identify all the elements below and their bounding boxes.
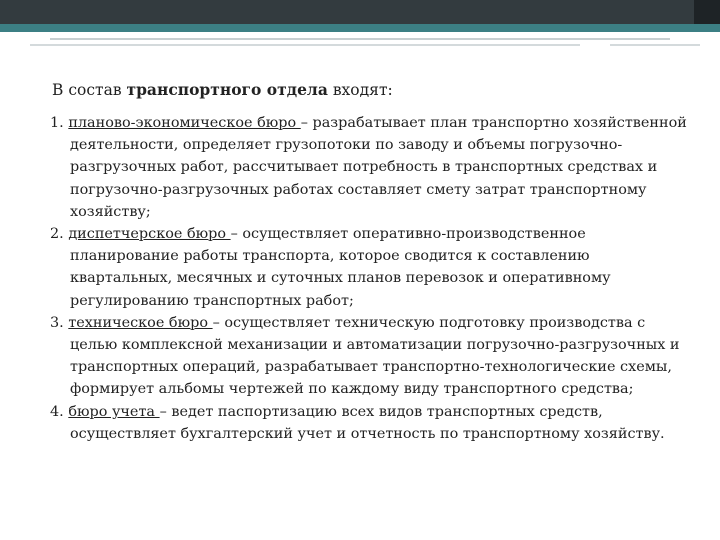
item-text: – разрабатывает план транспортно хозяйственной деятельности, определяет грузопотоки по заводу и объемы погрузочно-разгрузочных работ, рассчитывает потребность в транспортных средствах и погрузочно-разгрузочных работах составляет смету затрат транспортному хозяйству; <box>70 115 687 220</box>
header-bar-corner <box>694 0 720 24</box>
item-name: планово-экономическое бюро <box>68 115 301 131</box>
item-number: 4. <box>50 403 69 420</box>
item-number: 3. <box>50 314 69 331</box>
item-text: – осуществляет техническую подготовку производства с целью комплексной механизации и автоматизации погрузочно-разгрузочных и транспортных операций, разрабатывает транспортно-технологические схемы, формирует альбомы чертежей по каждому виду транспортного средства; <box>70 314 680 398</box>
list-item <box>50 223 690 312</box>
slide-heading <box>52 80 672 100</box>
item-number: 1. <box>50 115 69 131</box>
item-text: – осуществляет оперативно-производственное планирование работы транспорта, которое сводится к составлению квартальных, месячных и суточных планов перевозок и оперативному регулированию транспортных работ; <box>70 226 611 309</box>
item-text: – ведет паспортизацию всех видов транспортных средств, осуществляет бухгалтерский учет и отчетность по транспортному хозяйству. <box>70 403 665 442</box>
item-name: техническое бюро <box>68 314 213 331</box>
list-item <box>50 312 690 401</box>
heading-suffix: входят: <box>327 81 393 99</box>
list-item <box>50 112 690 223</box>
heading-bold: транспортного отдела <box>126 80 328 99</box>
list-item <box>50 401 690 445</box>
divider-line <box>610 44 700 46</box>
divider-line <box>30 44 580 46</box>
item-name: бюро учета <box>68 403 160 420</box>
accent-bar <box>0 24 720 32</box>
heading-prefix: В состав <box>52 81 127 99</box>
item-list <box>50 112 690 445</box>
item-number: 2. <box>50 226 69 243</box>
divider-line <box>50 38 670 40</box>
item-name: диспетчерское бюро <box>68 226 231 243</box>
header-bar <box>0 0 720 24</box>
